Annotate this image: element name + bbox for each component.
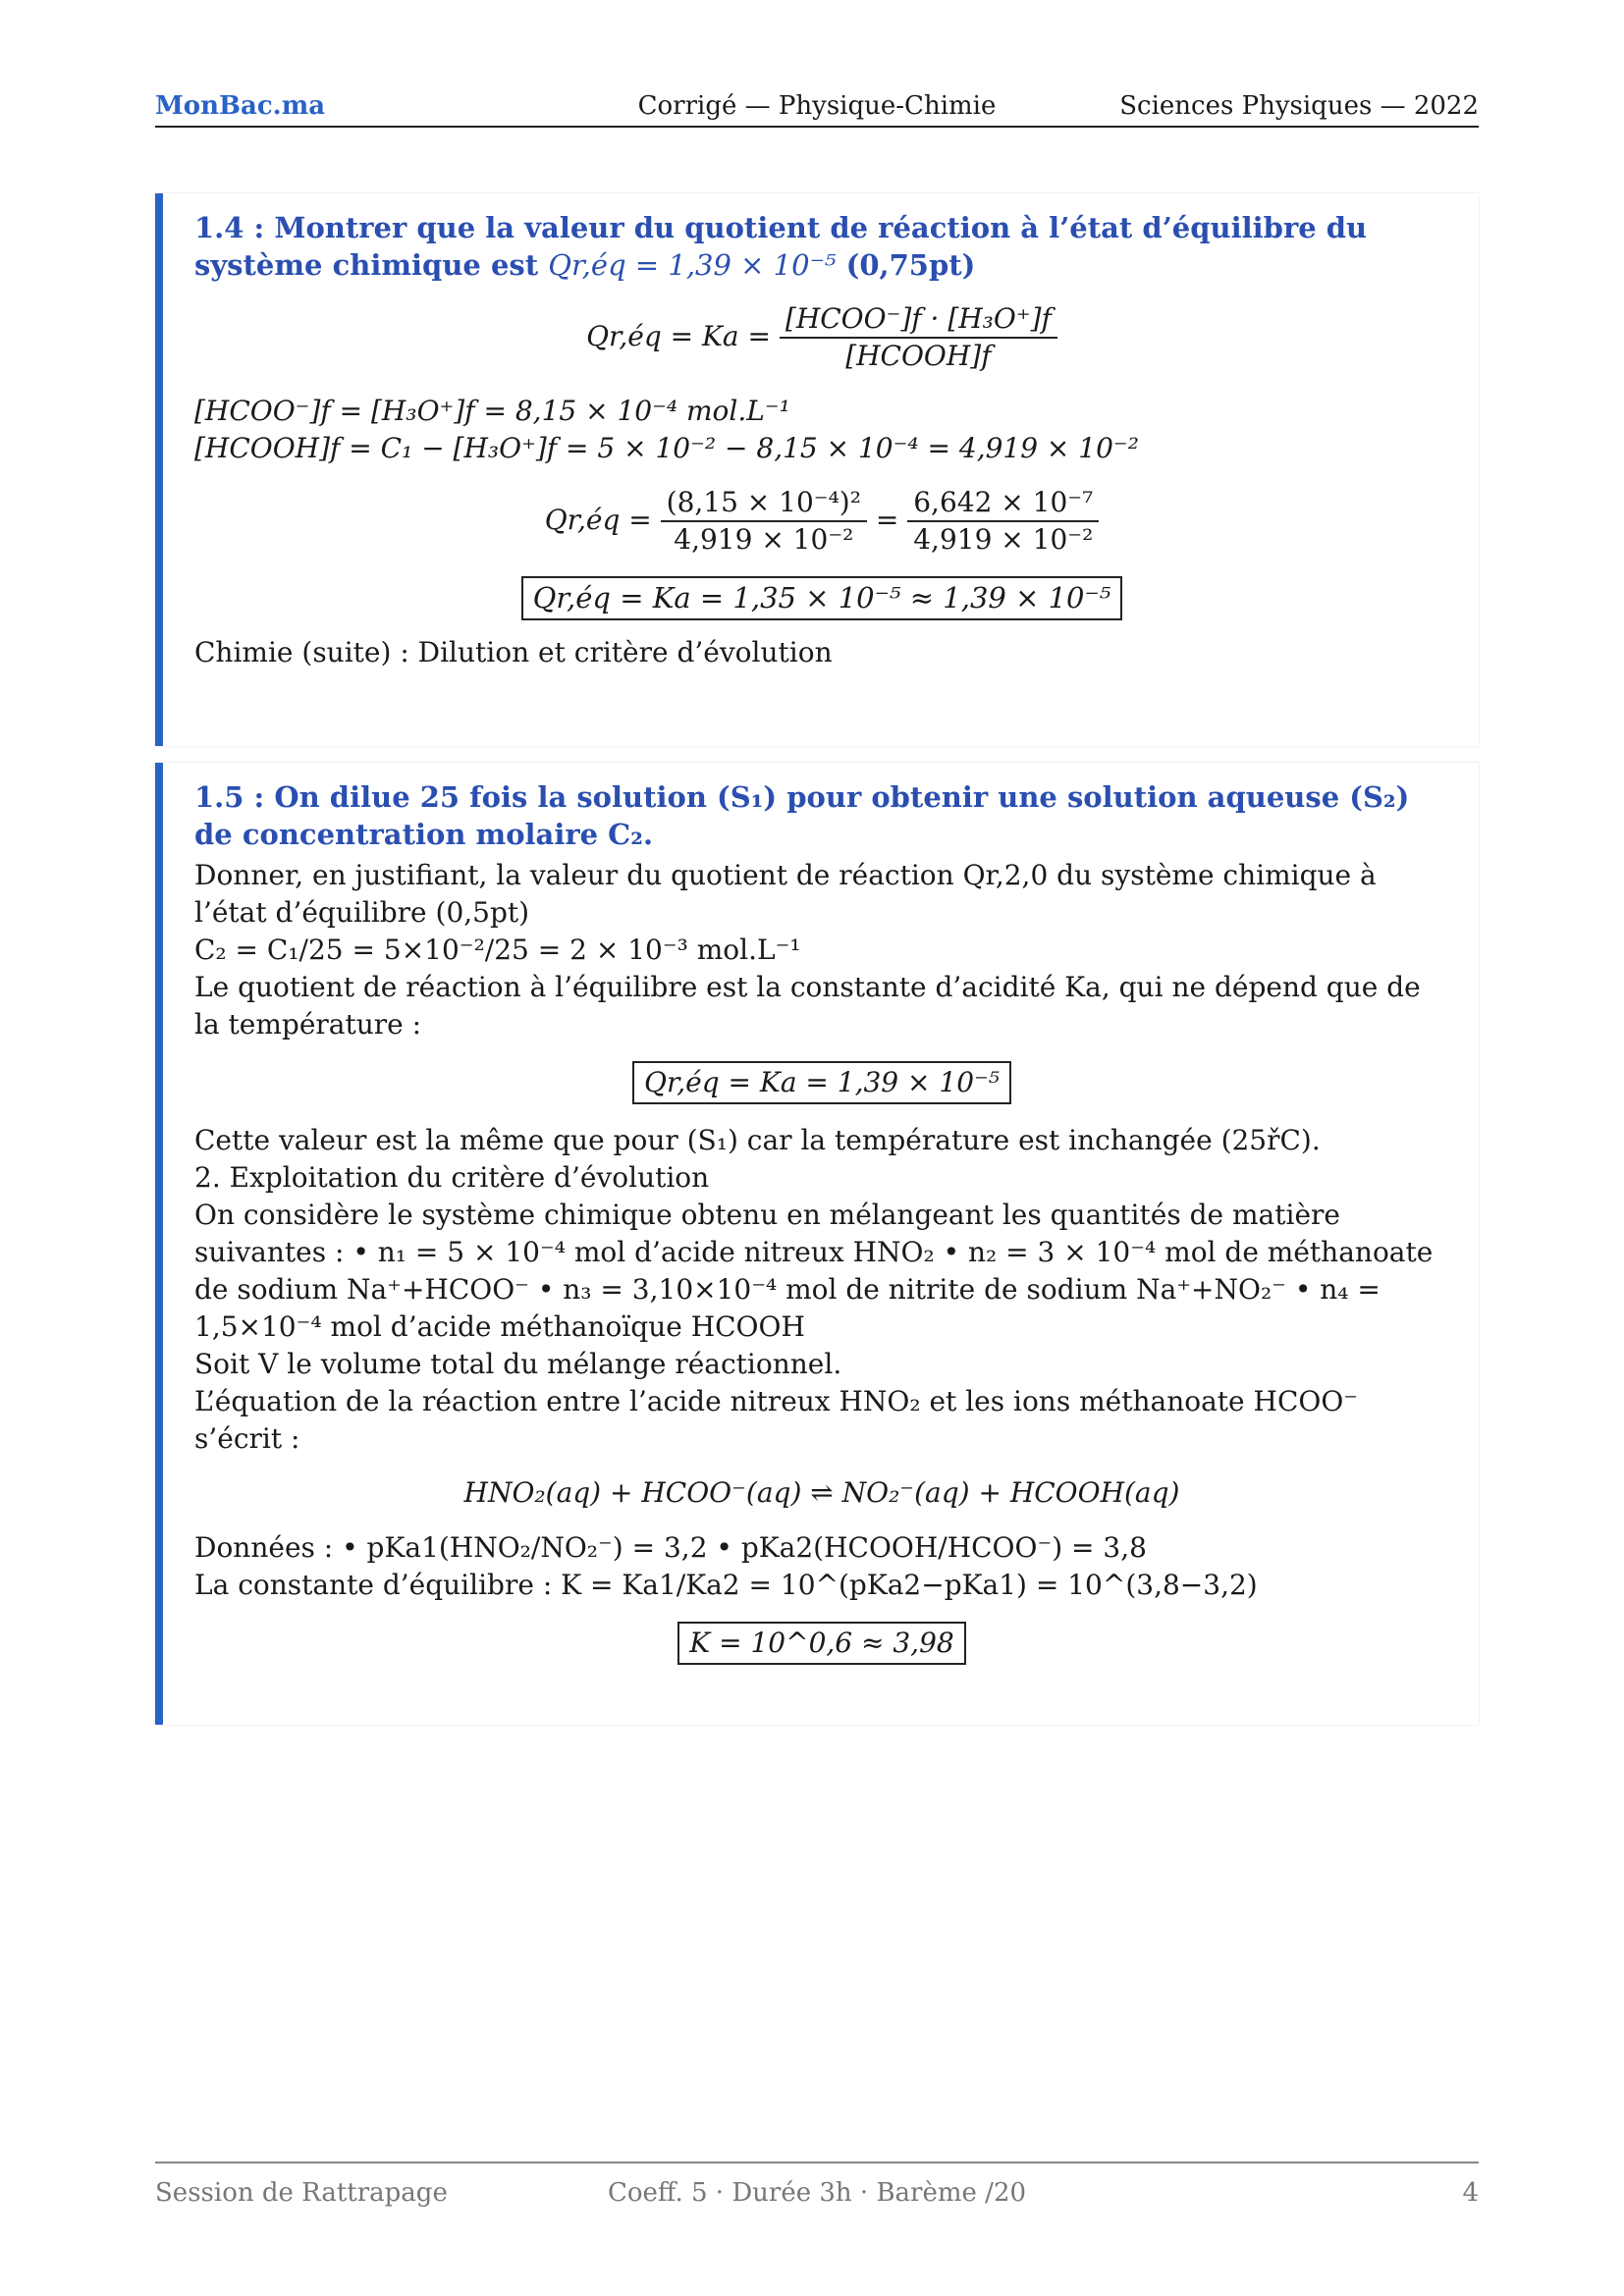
page-header [155, 86, 1479, 128]
site-name[interactable]: MonBac.ma [155, 91, 326, 121]
paragraph: La constante d’équilibre : K = Ka1/Ka2 = 10^(pKa2−pKa1) = 10^(3,8−3,2) [194, 1568, 1258, 1601]
reaction-equation: HNO₂(aq) + HCOO⁻(aq) ⇌ NO₂⁻(aq) + HCOOH(aq) [463, 1476, 1180, 1510]
paragraph: On considère le système chimique obtenu en mélangeant les quantités de matière suivantes : • n₁ = 5 × 10⁻⁴ mol d’acide nitreux HNO₂ • n₂ = 3 × 10⁻⁴ mol de méthanoate de sodium Na⁺+HCOO⁻ • n₃ = 3,10×10⁻⁴ mol de nitrite de sodium Na⁺+NO₂⁻ • n₄ = 1,5×10⁻⁴ mol d’acide méthanoïque HCOOH [194, 1199, 1434, 1344]
footer-session: Session de Rattrapage [155, 2178, 448, 2208]
header-subject: Corrigé — Physique-Chimie [637, 91, 997, 121]
question-1-4-box [155, 193, 1479, 746]
page-footer [155, 2162, 1479, 2208]
equation-calc: Qr,éq = $\frac{\text{(8,15 × 10⁻⁴)²}}{\text{4,919 × 10⁻²}}$ = $\frac{\text{6,642 × 10⁻⁷}}{\text{4,919 × 10⁻²}}$ [194, 485, 1449, 559]
equation-quotient: Qr,éq = Ka = $\frac{\text{[HCOO⁻]f · [H₃O⁺]f}}{\text{[HCOOH]f}}$ [194, 301, 1449, 375]
result-box: Qr,éq = Ka = 1,35 × 10⁻⁵ ≈ 1,39 × 10⁻⁵ [521, 576, 1123, 621]
result-box: Qr,éq = Ka = 1,39 × 10⁻⁵ [632, 1061, 1011, 1104]
paragraph: C₂ = C₁/25 = 5×10⁻²/25 = 2 × 10⁻³ mol.L⁻¹ [194, 934, 801, 966]
result-box: K = 10^0,6 ≈ 3,98 [677, 1622, 965, 1665]
header-series: Sciences Physiques — 2022 [1119, 91, 1479, 121]
paragraph: Le quotient de réaction à l’équilibre est la constante d’acidité Ka, qui ne dépend que de la température : [194, 971, 1421, 1041]
line-hcoo: [HCOO⁻]f = [H₃O⁺]f = 8,15 × 10⁻⁴ mol.L⁻¹ [194, 394, 790, 427]
paragraph: 2. Exploitation du critère d’évolution [194, 1161, 710, 1195]
question-1-5-box [155, 763, 1479, 1725]
question-title: 1.5 : On dilue 25 fois la solution (S₁) pour obtenir une solution aqueuse (S₂) de concentration molaire C₂. [194, 780, 1410, 851]
paragraph: Soit V le volume total du mélange réactionnel. [194, 1348, 842, 1381]
footer-info: Coeff. 5 · Durée 3h · Barème /20 [607, 2178, 1027, 2208]
page-number: 4 [1462, 2178, 1479, 2208]
question-title: 1.4 : Montrer que la valeur du quotient de réaction à l’état d’équilibre du système chimique est Qr,éq = 1,39 × 10⁻⁵ (0,75pt) [194, 211, 1368, 282]
paragraph: Donner, en justifiant, la valeur du quotient de réaction Qr,2,0 du système chimique à l’état d’équilibre (0,5pt) [194, 859, 1377, 929]
section-note: Chimie (suite) : Dilution et critère d’évolution [194, 636, 833, 669]
paragraph: Cette valeur est la même que pour (S₁) car la température est inchangée (25řC). [194, 1124, 1321, 1157]
line-hcooh: [HCOOH]f = C₁ − [H₃O⁺]f = 5 × 10⁻² − 8,15 × 10⁻⁴ = 4,919 × 10⁻² [194, 431, 1139, 464]
paragraph: Données : • pKa1(HNO₂/NO₂⁻) = 3,2 • pKa2(HCOOH/HCOO⁻) = 3,8 [194, 1530, 1147, 1564]
paragraph: L’équation de la réaction entre l’acide nitreux HNO₂ et les ions méthanoate HCOO⁻ s’écrit : [194, 1385, 1359, 1456]
